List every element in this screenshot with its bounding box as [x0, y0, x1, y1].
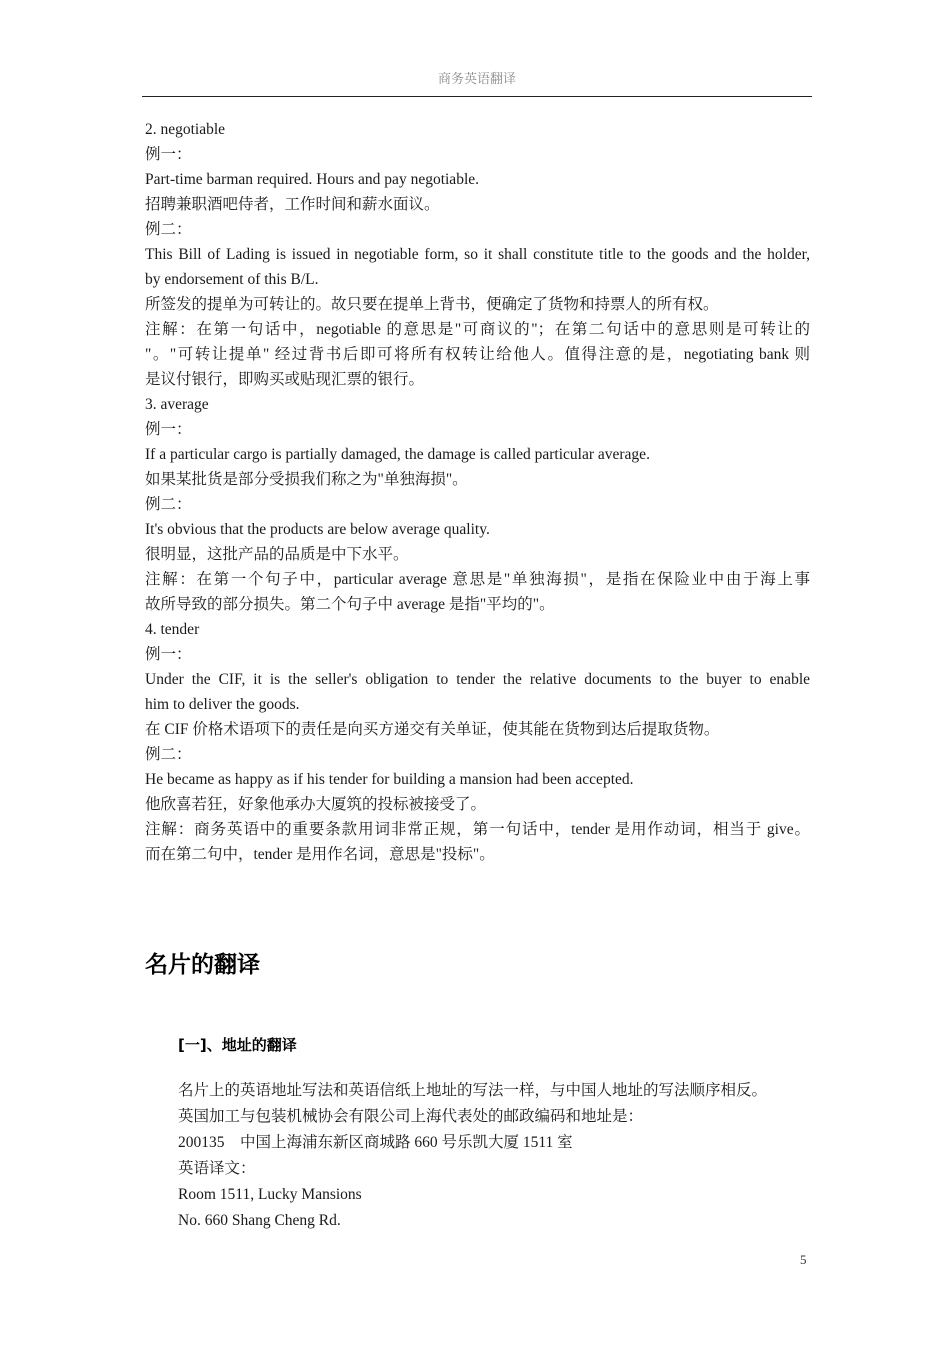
section-title: 名片的翻译	[145, 952, 260, 978]
example-label: 例二：	[145, 221, 192, 238]
note-text: 注解：在第一句话中，negotiable 的意思是"可商议的"；在第二句话中的意思则是可转让的	[145, 321, 810, 338]
example-label: 例一：	[145, 146, 192, 163]
note-text: 而在第二句中，tender 是用作名词，意思是"投标"。	[145, 846, 495, 863]
heading-negotiable: 2. negotiable	[145, 121, 226, 138]
note-text: "。"可转让提单" 经过背书后即可将所有权转让给他人。值得注意的是，negotiating bank 则	[145, 346, 810, 363]
english-address-line: Room 1511, Lucky Mansions	[178, 1186, 362, 1203]
body-text	[145, 117, 810, 867]
subsection-title: [一]、地址的翻译	[178, 1036, 297, 1054]
note-text: 注解：在第一个句子中，particular average 意思是"单独海损"，是指在保险业中由于海上事	[145, 571, 810, 588]
note-text: 注解：商务英语中的重要条款用词非常正规，第一句话中，tender 是用作动词，相当于 give。	[145, 821, 810, 838]
note-text: 故所导致的部分损失。第二个句子中 average 是指"平均的"。	[145, 596, 555, 613]
chinese-address: 200135 中国上海浦东新区商城路 660 号乐凯大厦 1511 室	[178, 1134, 573, 1151]
english-sentence: Under the CIF, it is the seller's obligation to tender the relative documents to the buyer to enable	[145, 671, 810, 688]
chinese-translation: 在 CIF 价格术语项下的责任是向买方递交有关单证，使其能在货物到达后提取货物。	[145, 721, 720, 738]
example-label: 例一：	[145, 421, 192, 438]
english-sentence: It's obvious that the products are below average quality.	[145, 521, 490, 538]
example-label: 例二：	[145, 746, 192, 763]
english-sentence: by endorsement of this B/L.	[145, 271, 319, 288]
header-rule	[142, 96, 812, 97]
example-label: 例二：	[145, 496, 192, 513]
example-label: 例一：	[145, 646, 192, 663]
paragraph-text: 名片上的英语地址写法和英语信纸上地址的写法一样，与中国人地址的写法顺序相反。	[178, 1082, 768, 1099]
english-sentence: He became as happy as if his tender for building a mansion had been accepted.	[145, 771, 634, 788]
chinese-translation: 他欣喜若狂，好象他承办大厦筑的投标被接受了。	[145, 796, 487, 813]
chinese-translation: 所签发的提单为可转让的。故只要在提单上背书，便确定了货物和持票人的所有权。	[145, 296, 719, 313]
heading-average: 3. average	[145, 396, 209, 413]
heading-tender: 4. tender	[145, 621, 200, 638]
paragraph-text: 英国加工与包装机械协会有限公司上海代表处的邮政编码和地址是：	[178, 1108, 644, 1125]
address-section	[178, 1078, 818, 1234]
page-number: 5	[800, 1252, 807, 1267]
english-sentence: This Bill of Lading is issued in negotiable form, so it shall constitute title to the goods and the holder,	[145, 246, 810, 263]
chinese-translation: 如果某批货是部分受损我们称之为"单独海损"。	[145, 471, 468, 488]
english-sentence: him to deliver the goods.	[145, 696, 300, 713]
chinese-translation: 很明显，这批产品的品质是中下水平。	[145, 546, 409, 563]
running-header: 商务英语翻译	[437, 71, 516, 86]
chinese-translation: 招聘兼职酒吧侍者，工作时间和薪水面议。	[145, 196, 440, 213]
english-address-line: No. 660 Shang Cheng Rd.	[178, 1212, 341, 1229]
note-text: 是议付银行，即购买或贴现汇票的银行。	[145, 371, 425, 388]
english-sentence: Part-time barman required. Hours and pay negotiable.	[145, 171, 479, 188]
english-sentence: If a particular cargo is partially damaged, the damage is called particular average.	[145, 446, 650, 463]
translation-label: 英语译文：	[178, 1160, 256, 1177]
